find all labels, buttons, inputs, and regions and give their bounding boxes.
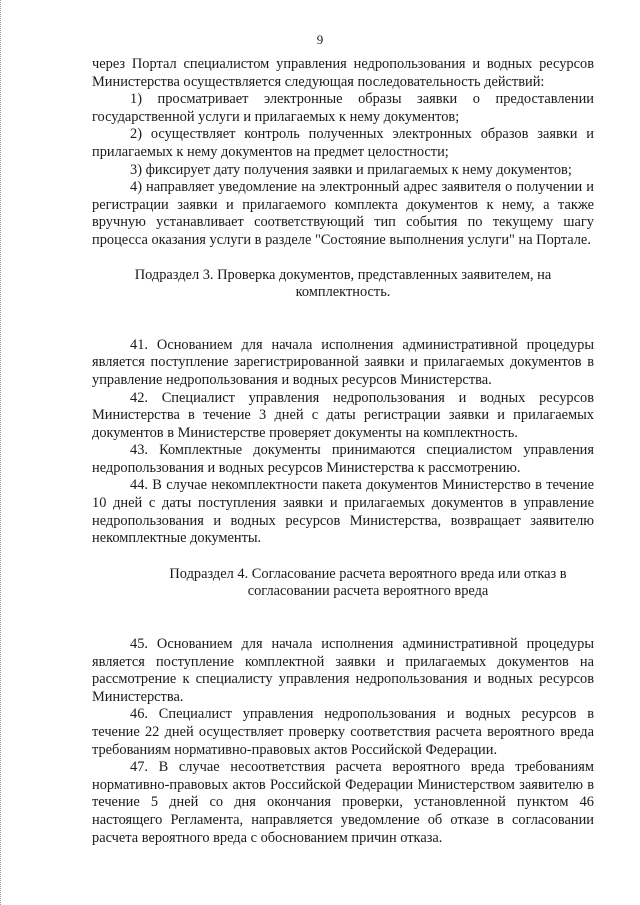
document-body — [92, 56, 594, 847]
scan-edge — [0, 0, 5, 905]
intro-item-4: 4) направляет уведомление на электронный адрес заявителя о получении и регистрации заявки и прилагаемого комплекта документов к нему, а также вручную устанавливает соответствующий тип события по текущему шагу процесса оказания услуги в разделе "Состояние выполнения услуги" на Портале. — [92, 179, 594, 248]
paragraph-43: 43. Комплектные документы принимаются специалистом управления недропользования и водных ресурсов Министерства к рассмотрению. — [92, 442, 594, 476]
intro-item-3: 3) фиксирует дату получения заявки и прилагаемых к нему документов; — [130, 161, 572, 178]
paragraph-47: 47. В случае несоответствия расчета вероятного вреда требованиям нормативно-правовых актов Российской Федерации Министерством заявителю в течение 5 дней со дня окончания проверки, установленной пунктом 46 настоящего Регламента, направляется уведомление об отказе в согласовании расчета вероятного вреда с обоснованием причин отказа. — [92, 759, 594, 846]
intro-item-2: 2) осуществляет контроль полученных электронных образов заявки и прилагаемых к нему документов на предмет целостности; — [92, 126, 594, 160]
subsection-4-heading: Подраздел 4. Согласование расчета вероятного вреда или отказ в согласовании расчета вероятного вреда — [169, 565, 567, 600]
paragraph-46: 46. Специалист управления недропользования и водных ресурсов в течение 22 дней осуществляет проверку соответствия расчета вероятного вреда требованиям нормативно-правовых актов Российской Федерации. — [92, 706, 594, 758]
paragraph-41: 41. Основанием для начала исполнения административной процедуры является поступление зарегистрированной заявки и прилагаемых документов в управление недропользования и водных ресурсов Министерства. — [92, 336, 594, 388]
intro-lead: через Портал специалистом управления недропользования и водных ресурсов Министерства осуществляется следующая последовательность действий: — [92, 56, 594, 90]
paragraph-44: 44. В случае некомплектности пакета документов Министерство в течение 10 дней с даты поступления заявки и прилагаемых документов в управление недропользования и водных ресурсов Министерства, возвращает заявителю некомплектные документы. — [92, 477, 594, 547]
paragraph-45: 45. Основанием для начала исполнения административной процедуры является поступление комплектной заявки и прилагаемых документов на рассмотрение к специалисту управления недропользования и водных ресурсов Министерства. — [92, 636, 594, 705]
intro-item-1: 1) просматривает электронные образы заявки о предоставлении государственной услуги и прилагаемых к нему документов; — [92, 91, 594, 125]
page-number: 9 — [316, 32, 324, 47]
subsection-3-heading: Подраздел 3. Проверка документов, представленных заявителем, на комплектность. — [134, 266, 552, 301]
paragraph-42: 42. Специалист управления недропользования и водных ресурсов Министерства в течение 3 дней с даты регистрации заявки и прилагаемых документов в Министерстве проверяет документы на комплектность. — [92, 389, 594, 441]
